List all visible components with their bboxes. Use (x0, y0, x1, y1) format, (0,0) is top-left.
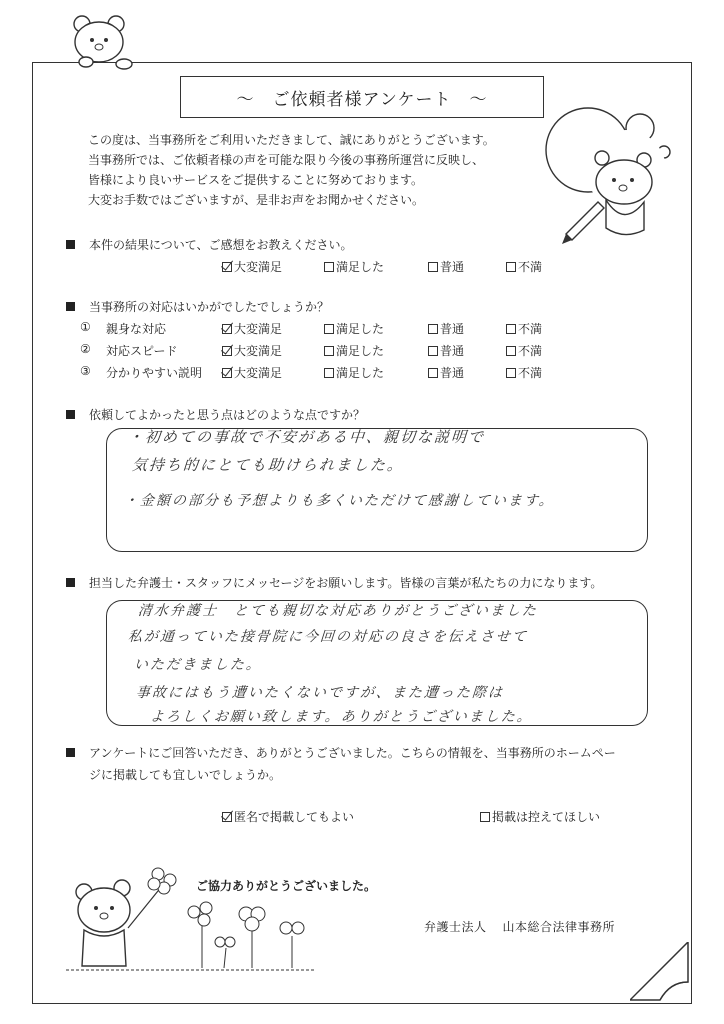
question-4 (66, 574, 602, 591)
handwritten-answer-line: 事故にはもう遭いたくないですが、また遭った際は (135, 685, 505, 701)
q2-1-option-average[interactable] (428, 320, 464, 337)
checkbox[interactable] (506, 262, 516, 272)
item-label: 対応スピード (106, 344, 178, 358)
firm-type: 弁護士法人 (424, 920, 487, 934)
intro-line: 大変お手数ではございますが、是非お声をお聞かせください。 (88, 193, 425, 207)
q2-1-option-satisfied[interactable] (324, 320, 384, 337)
checkbox[interactable] (222, 812, 232, 822)
handwritten-answer-line: いただきました。 (133, 657, 263, 673)
option-label: 不満 (518, 322, 543, 336)
q2-1-option-very-satisfied[interactable] (222, 320, 282, 337)
q2-3-option-satisfied[interactable] (324, 364, 384, 381)
checkbox[interactable] (222, 262, 232, 272)
question-2 (66, 298, 329, 315)
q1-option-average[interactable] (428, 258, 464, 275)
option-label: 掲載は控えてほしい (492, 810, 601, 824)
option-label: 不満 (518, 366, 543, 380)
question-text: アンケートにご回答いただき、ありがとうございました。こちらの情報を、当事務所のホームペー (89, 746, 616, 760)
item-number: ② (80, 342, 91, 356)
handwritten-answer-line: ・金額の部分も予想よりも多くいただけて感謝しています。 (123, 493, 556, 509)
bullet-square-icon (66, 410, 75, 419)
q1-option-dissatisfied[interactable] (506, 258, 542, 275)
q2-2-option-very-satisfied[interactable] (222, 342, 282, 359)
question-text: 依頼してよかったと思う点はどのような点ですか？ (89, 408, 366, 422)
item-label: 分かりやすい説明 (106, 366, 203, 380)
checkbox[interactable] (222, 368, 232, 378)
handwritten-answer-line: 清水弁護士 とても親切な対応ありがとうございました (137, 603, 539, 619)
checkbox[interactable] (428, 262, 438, 272)
checkbox[interactable] (506, 346, 516, 356)
page-curl-icon (630, 942, 690, 1002)
bullet-square-icon (66, 748, 75, 757)
bear-peek-icon (66, 12, 138, 74)
handwritten-answer-line: よろしくお願い致します。ありがとうございました。 (149, 709, 534, 725)
q1-option-satisfied[interactable] (324, 258, 384, 275)
option-label: 普通 (440, 322, 465, 336)
option-label: 満足した (336, 344, 385, 358)
checkbox[interactable] (324, 346, 334, 356)
firm-name: 山本総合法律事務所 (502, 920, 616, 934)
option-label: 大変満足 (234, 366, 283, 380)
handwritten-answer-line: 私が通っていた接骨院に今回の対応の良さを伝えさせて (127, 629, 529, 645)
page-title: ～ ご依頼者様アンケート ～ (180, 76, 544, 118)
checkbox[interactable] (506, 368, 516, 378)
q5-option-anonymous-ok[interactable] (222, 808, 354, 825)
item-number: ③ (80, 364, 91, 378)
option-label: 不満 (518, 344, 543, 358)
option-label: 普通 (440, 366, 465, 380)
checkbox[interactable] (222, 346, 232, 356)
q2-1-option-dissatisfied[interactable] (506, 320, 542, 337)
item-label: 親身な対応 (106, 322, 167, 336)
checkbox[interactable] (324, 262, 334, 272)
checkbox[interactable] (222, 324, 232, 334)
option-label: 大変満足 (234, 260, 283, 274)
checkbox[interactable] (324, 368, 334, 378)
question-1 (66, 236, 353, 253)
bullet-square-icon (66, 302, 75, 311)
option-label: 満足した (336, 322, 385, 336)
bear-pencil-illustration-icon (540, 100, 690, 250)
q2-3-option-average[interactable] (428, 364, 464, 381)
question-text: 本件の結果について、ご感想をお教えください。 (89, 238, 353, 252)
option-label: 普通 (440, 260, 465, 274)
handwritten-answer-line: ・初めての事故で不安がある中、親切な説明で (127, 428, 486, 446)
question-text-continued: ジに掲載しても宜しいでしょうか。 (89, 768, 282, 782)
q5-option-decline[interactable] (480, 808, 600, 825)
checkbox[interactable] (506, 324, 516, 334)
option-label: 不満 (518, 260, 543, 274)
question-3 (66, 406, 365, 423)
handwritten-answer-line: 気持ち的にとても助けられました。 (131, 456, 405, 474)
option-label: 大変満足 (234, 322, 283, 336)
option-label: 満足した (336, 366, 385, 380)
q2-2-option-average[interactable] (428, 342, 464, 359)
checkbox[interactable] (480, 812, 490, 822)
checkbox[interactable] (324, 324, 334, 334)
bullet-square-icon (66, 240, 75, 249)
intro-text (88, 130, 528, 210)
intro-line: この度は、当事務所をご利用いただきまして、誠にありがとうございます。 (88, 133, 495, 147)
q2-3-option-very-satisfied[interactable] (222, 364, 282, 381)
q2-2-option-dissatisfied[interactable] (506, 342, 542, 359)
checkbox[interactable] (428, 324, 438, 334)
option-label: 満足した (336, 260, 385, 274)
checkbox[interactable] (428, 346, 438, 356)
bullet-square-icon (66, 578, 75, 587)
item-number: ① (80, 320, 91, 334)
intro-line: 当事務所では、ご依頼者様の声を可能な限り今後の事務所運営に反映し、 (88, 153, 485, 167)
question-text: 当事務所の対応はいかがでしたでしょうか？ (89, 300, 330, 314)
question-text: 担当した弁護士・スタッフにメッセージをお願いします。皆様の言葉が私たちの力になります。 (89, 576, 603, 590)
q1-option-very-satisfied[interactable] (222, 258, 282, 275)
option-label: 大変満足 (234, 344, 283, 358)
q2-3-option-dissatisfied[interactable] (506, 364, 542, 381)
q2-2-option-satisfied[interactable] (324, 342, 384, 359)
question-5 (66, 744, 616, 761)
option-label: 匿名で掲載してもよい (234, 810, 355, 824)
checkbox[interactable] (428, 368, 438, 378)
thanks-message: ご協力ありがとうございました。 (196, 879, 377, 893)
firm-signature (424, 918, 631, 935)
intro-line: 皆様により良いサービスをご提供することに努めております。 (88, 173, 424, 187)
option-label: 普通 (440, 344, 465, 358)
